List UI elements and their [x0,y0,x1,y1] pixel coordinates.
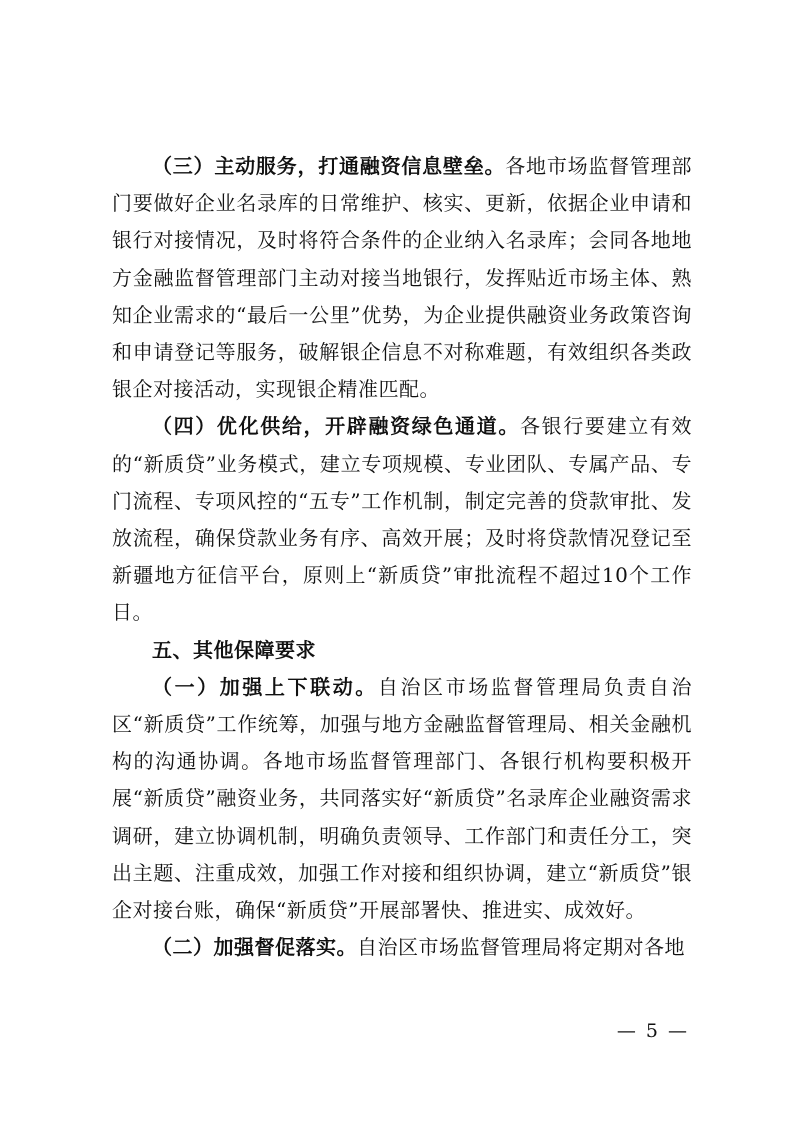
paragraph-optimize-supply [112,408,692,631]
paragraph-lead: （四）优化供给，开辟融资绿色通道。 [152,414,520,439]
paragraph-text: 各地市场监督管理部门要做好企业名录库的日常维护、核实、更新，依据企业申请和银行对接情况，及时将符合条件的企业纳入名录库；会同各地地方金融监督管理部门主动对接当地银行，发挥贴近市场主体、熟知企业需求的“最后一公里”优势，为企业提供融资业务政策咨询和申请登记等服务，破解银企信息不对称难题，有效组织各类政银企对接活动，实现银企精准匹配。 [112,154,693,402]
paragraph-lead: （二）加强督促落实。 [152,935,357,960]
paragraph-lead: （三）主动服务，打通融资信息壁垒。 [152,154,506,178]
paragraph-coordination [112,669,692,929]
paragraph-text: 自治区市场监督管理局将定期对各地 [357,935,685,960]
paragraph-text: 各银行要建立有效的“新质贷”业务模式，建立专项规模、专业团队、专属产品、专门流程、专项风控的“五专”工作机制，制定完善的贷款审批、发放流程，确保贷款业务有序、高效开展；及时将贷款情况登记至新疆地方征信平台，原则上“新质贷”审批流程不超过10个工作日。 [112,414,693,625]
paragraph-proactive-service [112,148,692,408]
paragraph-text: 自治区市场监督管理局负责自治区“新质贷”工作统筹，加强与地方金融监督管理局、相关金融机构的沟通协调。各地市场监督管理部门、各银行机构要积极开展“新质贷”融资业务，共同落实好“新质贷”名录库企业融资需求调研，建立协调机制，明确负责领导、工作部门和责任分工，突出主题、注重成效，加强工作对接和组织协调，建立“新质贷”银企对接台账，确保“新质贷”开展部署快、推进实、成效好。 [112,674,693,923]
paragraph-supervision [112,929,692,966]
paragraph-lead: （一）加强上下联动。 [152,674,378,699]
page-number: — 5 — [616,1020,689,1042]
section-heading: 五、其他保障要求 [152,637,316,662]
document-body [112,148,692,966]
